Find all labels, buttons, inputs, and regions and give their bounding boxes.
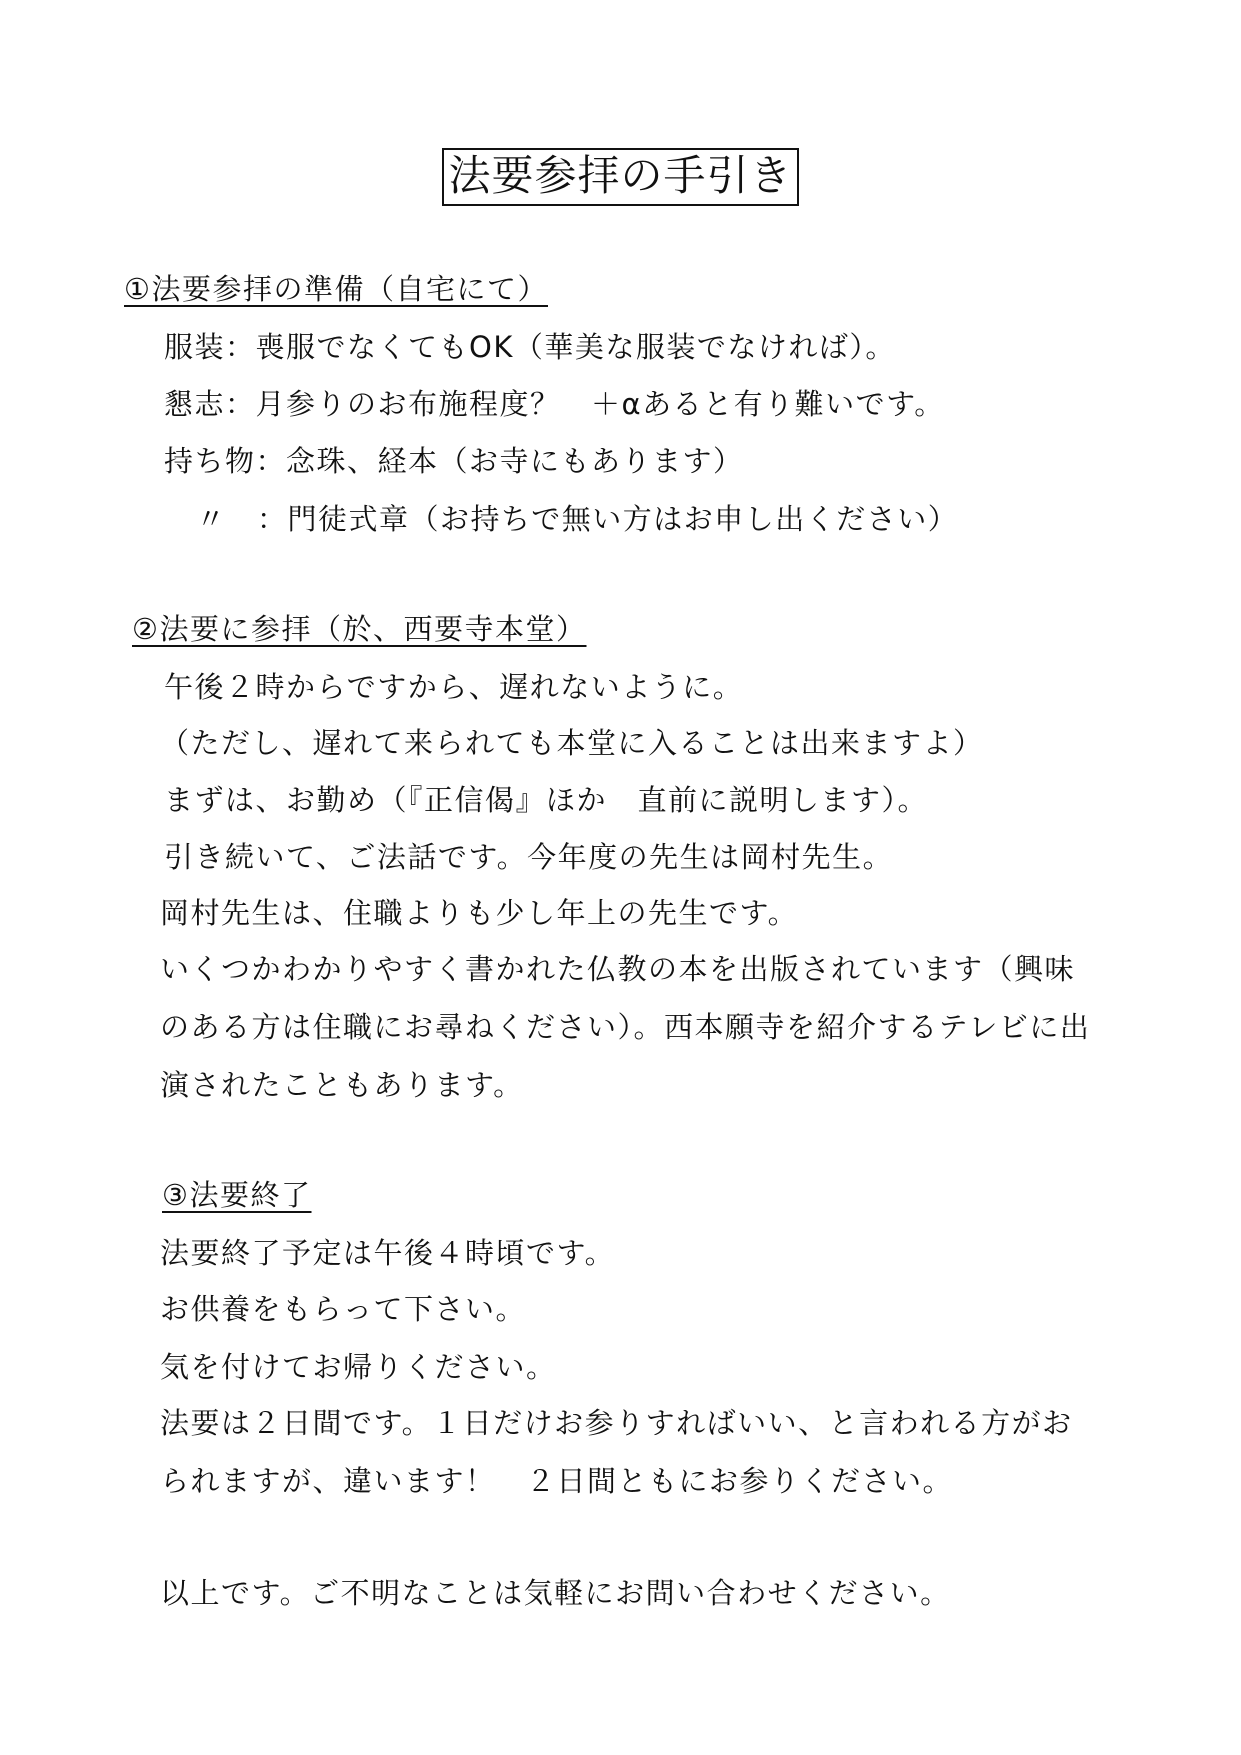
section2-line-8: 演されたこともあります。 — [160, 1068, 524, 1102]
section3-heading: ③法要終了 — [162, 1178, 312, 1212]
section1-line-attire: 服装：喪服でなくてもOK（華美な服装でなければ）。 — [164, 330, 896, 364]
section2-line-3: まずは、お勤め（『正信偈』ほか 直前に説明します）。 — [164, 783, 929, 817]
section1-heading: ①法要参拝の準備（自宅にて） — [124, 272, 548, 306]
closing-text: 以上です。ご不明なことは気軽にお問い合わせください。 — [160, 1576, 951, 1610]
section2-line-6: いくつかわかりやすく書かれた仏教の本を出版されています（興味 — [160, 952, 1076, 986]
section3-line-5: られますが、違います！ ２日間ともにお参りください。 — [160, 1464, 954, 1498]
section3-line-1: 法要終了予定は午後４時頃です。 — [160, 1236, 616, 1270]
section1-line-belongings: 持ち物：念珠、経本（お寺にもあります） — [164, 444, 744, 478]
section2-line-4: 引き続いて、ご法話です。今年度の先生は岡村先生。 — [164, 840, 894, 874]
section2-line-2: （ただし、遅れて来られても本堂に入ることは出来ますよ） — [160, 726, 984, 760]
page-title: 法要参拝の手引き — [442, 148, 798, 206]
section2-line-7: のある方は住職にお尋ねください）。西本願寺を紹介するテレビに出 — [160, 1010, 1091, 1044]
section3-line-2: お供養をもらって下さい。 — [160, 1292, 527, 1326]
section1-line-monto-stole: 〃 ：門徒式章（お持ちで無い方はお申し出ください） — [196, 502, 959, 536]
section1-line-offering: 懇志：月参りのお布施程度？ ＋αあると有り難いです。 — [164, 387, 945, 421]
section2-heading: ②法要に参拝（於、西要寺本堂） — [132, 612, 587, 646]
section2-line-5: 岡村先生は、住職よりも少し年上の先生です。 — [160, 896, 799, 930]
title-wrapper — [0, 148, 1241, 206]
section3-line-3: 気を付けてお帰りください。 — [160, 1350, 557, 1384]
section2-line-1: 午後２時からですから、遅れないように。 — [164, 670, 744, 704]
section3-line-4: 法要は２日間です。１日だけお参りすればいい、と言われる方がお — [160, 1406, 1073, 1440]
